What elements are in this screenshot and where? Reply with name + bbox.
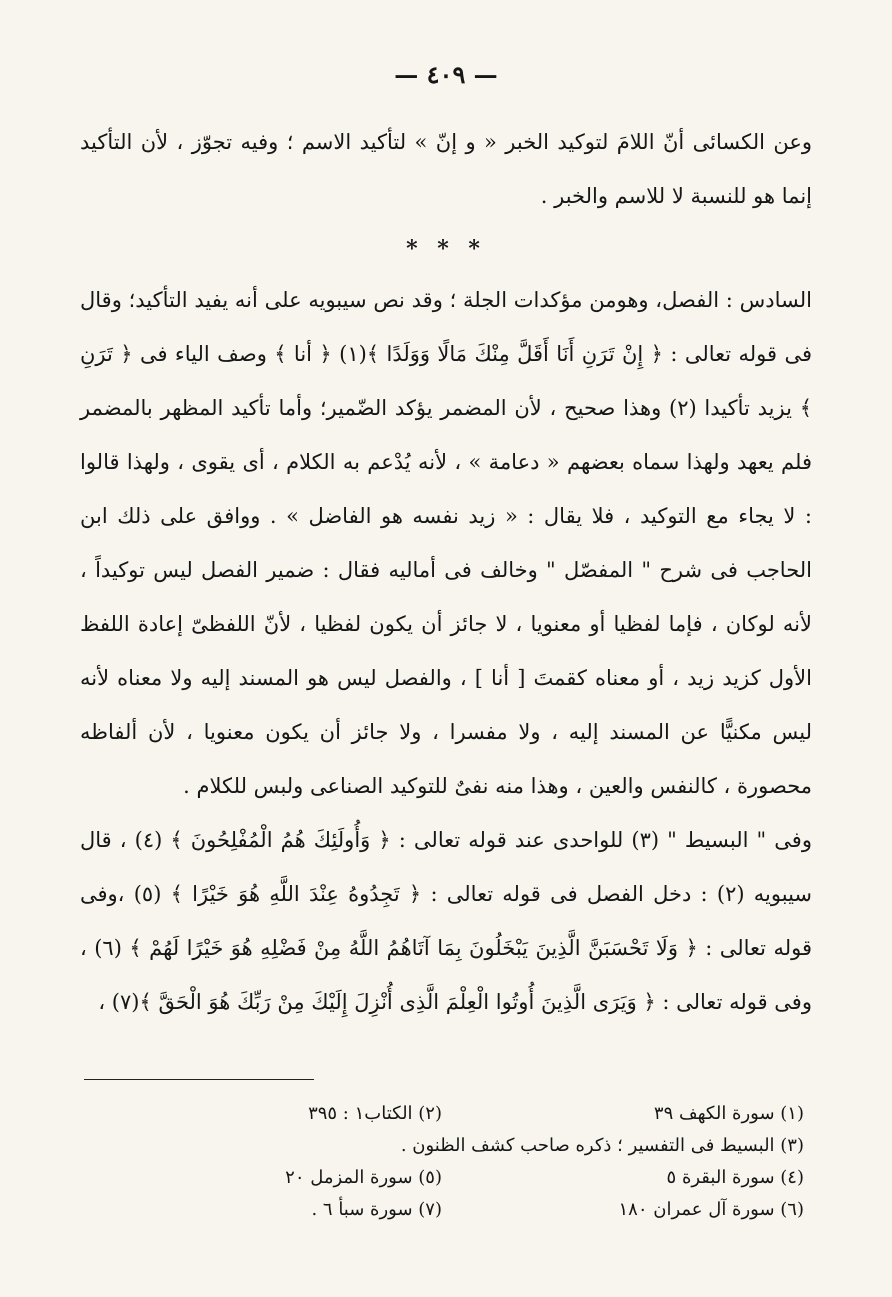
footnote-row	[80, 1098, 804, 1130]
paragraph-kisai: وعن الكسائى أنّ اللامَ لتوكيد الخبر « و إنّ » لتأكيد الاسم ؛ وفيه تجوّز ، لأن التأكيد إنما هو للنسبة لا للاسم والخبر .	[80, 130, 812, 208]
footnote-3: (٣) البسيط فى التفسير ؛ ذكره صاحب كشف الظنون .	[400, 1135, 804, 1156]
footnote-5: (٥) سورة المزمل ٢٠	[285, 1167, 442, 1188]
paragraph-sixth-fasl: السادس : الفصل، وهومن مؤكدات الجلة ؛ وقد نص سيبويه على أنه يفيد التأكيد؛ وقال فى قوله تعالى : ﴿ إِنْ تَرَنِ أَنَا أَقَلَّ مِنْكَ مَالًا وَوَلَدًا ﴾(١) ﴿ أنا ﴾ وصف الياء فى ﴿ تَرَنِ ﴾ يزيد تأكيدا (٢) وهذا صحيح ، لأن المضمر يؤكد الضّمير؛ وأما تأكيد المظهر بالمضمر فلم يعهد ولهذا سماه بعضهم « دعامة » ، لأنه يُدْعم به الكلام ، أى يقوى ، ولهذا قالوا : لا يجاء مع التوكيد ، فلا يقال : « زيد نفسه هو الفاضل » . ووافق على ذلك ابن الحاجب فى شرح " المفصّل " وخالف فى أماليه فقال : ضمير الفصل ليس توكيداً ، لأنه لوكان ، فإما لفظيا أو معنويا ، لا جائز أن يكون لفظيا ، لأنّ اللفظىّ إعادة اللفظ الأول كزيد زيد ، أو معناه كقمتَ [ أنا ] ، والفصل ليس هو المسند إليه ولا معناه لأنه ليس مكنيًّا عن المسند إليه ، ولا مفسرا ، ولا جائز أن يكون معنويا ، لأن ألفاظه محصورة ، كالنفس والعين ، وهذا منه نفىٌ للتوكيد الصناعى ولبس للكلام .	[80, 288, 813, 798]
page-number: — ٤٠٩ —	[394, 60, 498, 89]
section-separator: * * *	[406, 236, 486, 262]
footnote-row	[80, 1130, 804, 1162]
footnote-4: (٤) سورة البقرة ٥	[666, 1167, 804, 1188]
footnote-7: (٧) سورة سبأ ٦ .	[311, 1199, 442, 1220]
footnotes	[80, 1098, 804, 1226]
footnote-2: (٢) الكتاب١ : ٣٩٥	[308, 1103, 442, 1124]
footnote-row	[80, 1194, 804, 1226]
footnote-divider	[84, 1079, 314, 1080]
footnote-1: (١) سورة الكهف ٣٩	[653, 1103, 804, 1124]
paragraph-basit: وفى " البسيط " (٣) للواحدى عند قوله تعالى : ﴿ وَأُولَئِكَ هُمُ الْمُفْلِحُونَ ﴾ (٤) ، قال سيبويه (٢) : دخل الفصل فى قوله تعالى : ﴿ تَجِدُوهُ عِنْدَ اللَّهِ هُوَ خَيْرًا ﴾ (٥) ،وفى قوله تعالى : ﴿ وَلَا تَحْسَبَنَّ الَّذِينَ يَبْخَلُونَ بِمَا آتَاهُمُ اللَّهُ مِنْ فَضْلِهِ هُوَ خَيْرًا لَهُمْ ﴾ (٦) ، وفى قوله تعالى : ﴿ وَيَرَى الَّذِينَ أُوتُوا الْعِلْمَ الَّذِى أُنْزِلَ إِلَيْكَ مِنْ رَبِّكَ هُوَ الْحَقَّ ﴾(٧) ،	[80, 828, 812, 1014]
footnote-6: (٦) سورة آل عمران ١٨٠	[618, 1199, 804, 1220]
footnote-row	[80, 1162, 804, 1194]
